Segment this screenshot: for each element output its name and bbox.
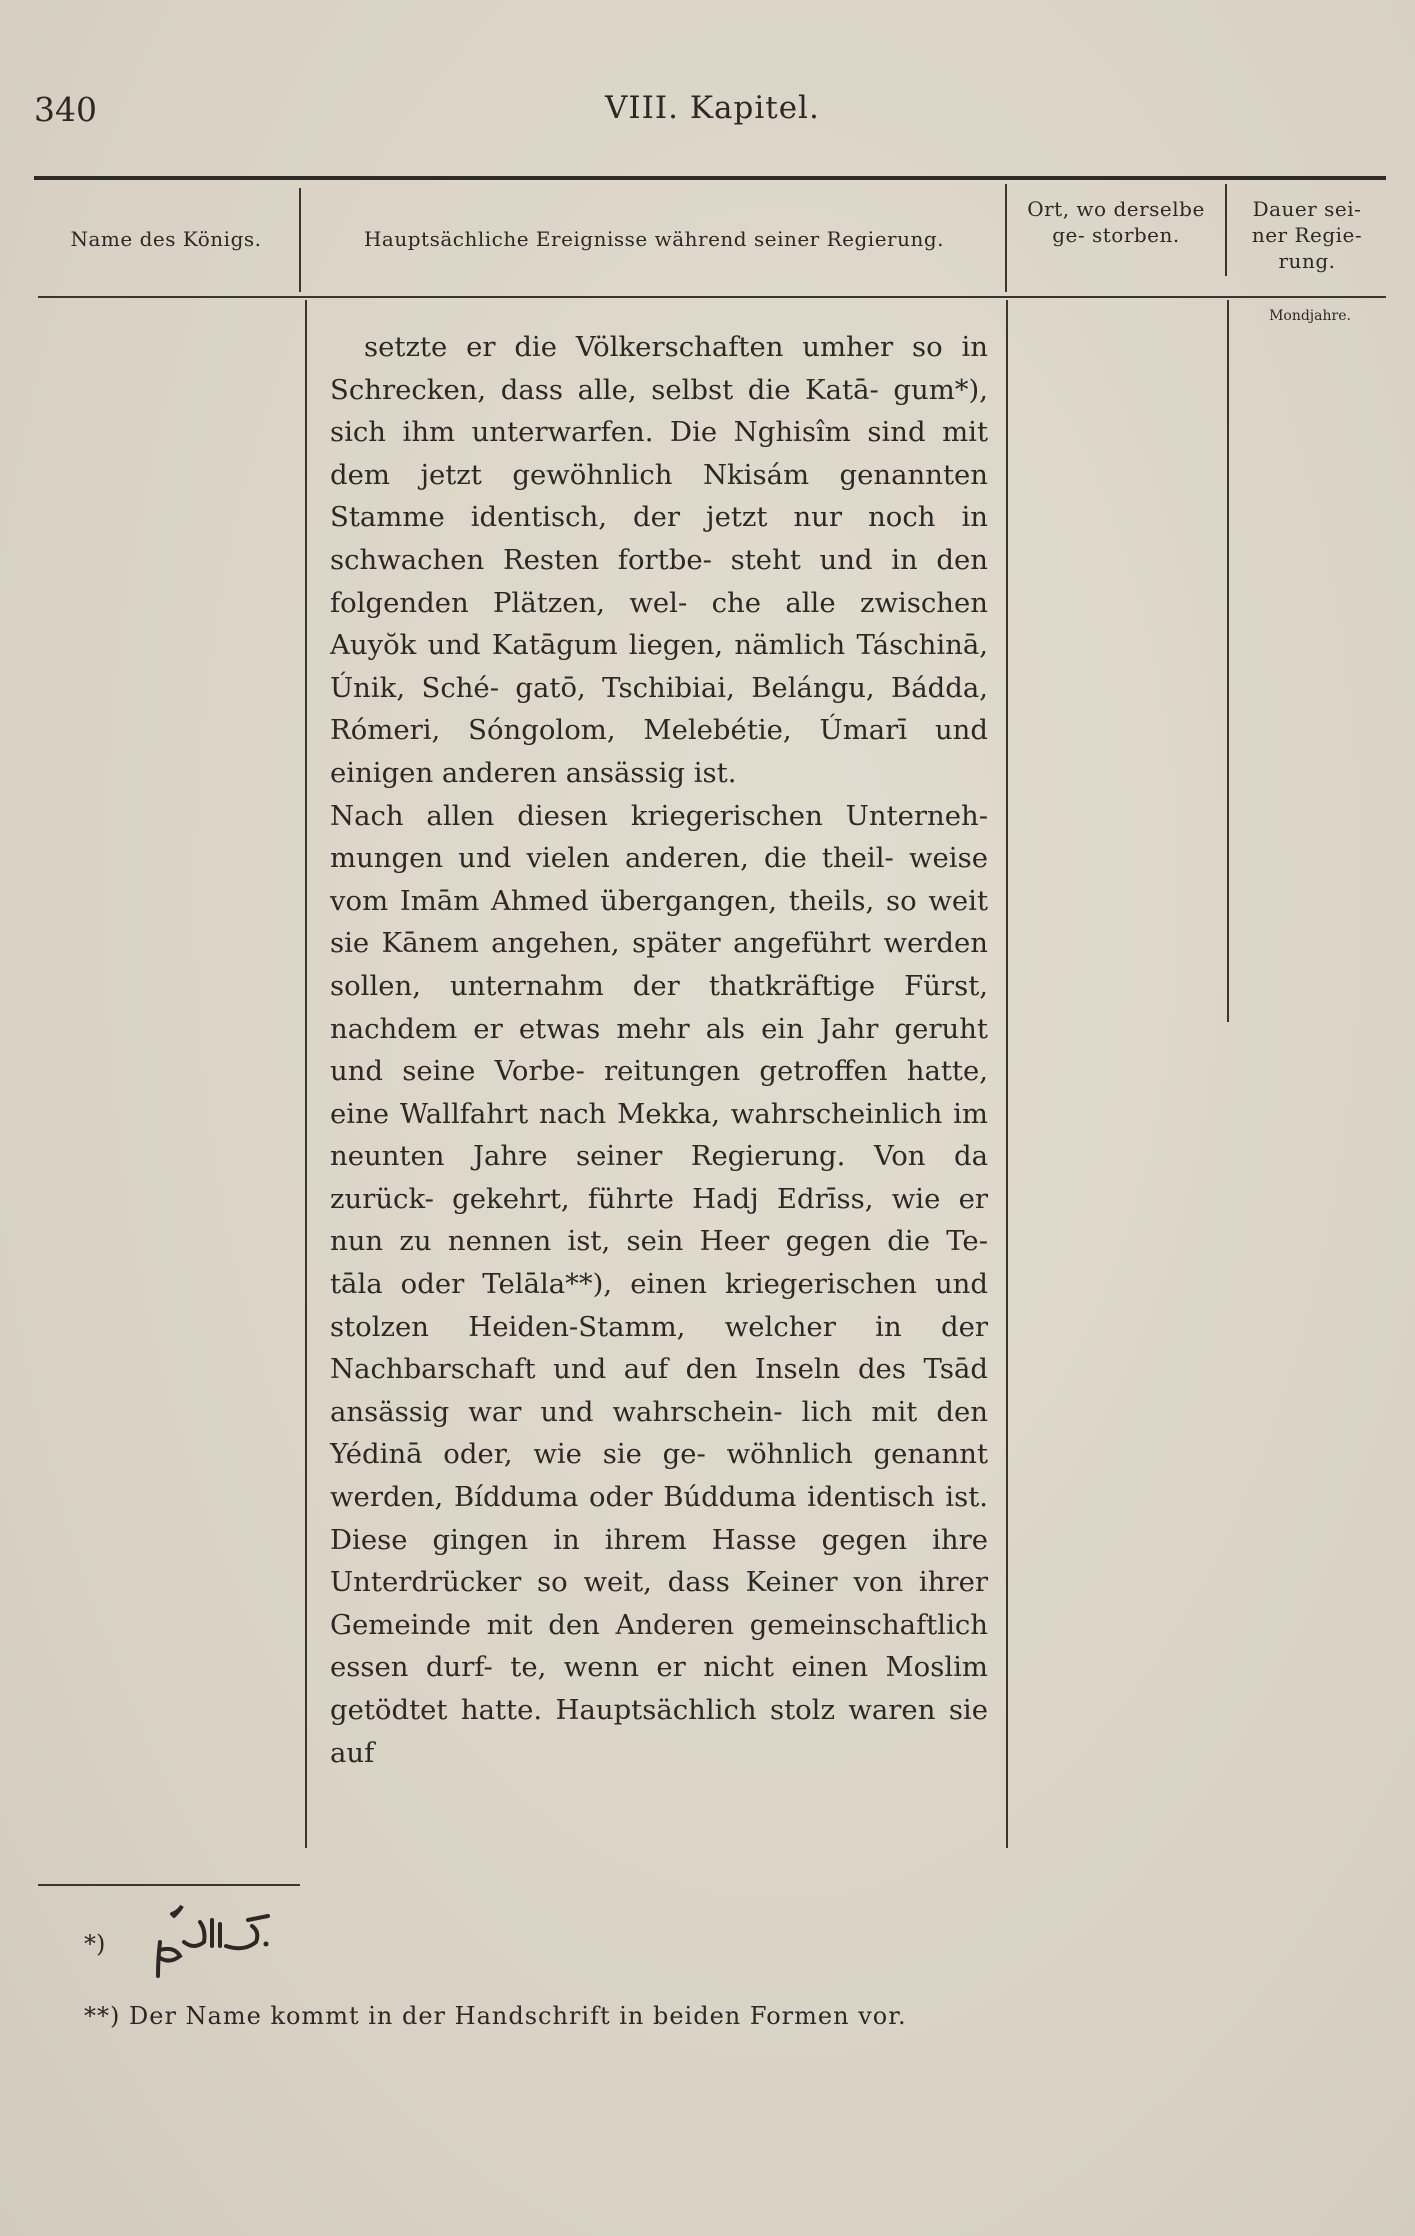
footnote-rule [38,1884,300,1886]
paragraph: Nach allen diesen kriegerischen Unterneh- mungen und vielen anderen, die theil- weise vom Imām Ahmed übergangen, theils, so weit sie Kānem angehen, später angeführt werden sollen, unternahm der thatkräftige Fürst, nachdem er etwas mehr als ein Jahr geruht und seine Vorbe- reitungen getroffen hatte, eine Wallfahrt nach Mekka, wahrscheinlich im neunten Jahre seiner Regierung. Von da zurück- gekehrt, führte Hadj Edrīss, wie er nun zu nennen ist, sein Heer gegen die Te- tāla oder Telāla**), einen kriegerischen und stolzen Heiden-Stamm, welcher in der Nachbarschaft und auf den Inseln des Tsād ansässig war und wahrschein- lich mit den Yédinā oder, wie sie ge- wöhnlich genannt werden, Bídduma oder Búdduma identisch ist. Diese gingen in ihrem Hasse gegen ihre Unterdrücker so weit, dass Keiner von ihrer Gemeinde mit den Anderen gemeinschaftlich essen durf- te, wenn er nicht einen Moslim getödtet hatte. Hauptsächlich stolz waren sie auf [330,799,988,1769]
column-header-duration: Dauer sei- ner Regie- rung. [1251,197,1363,273]
body-divider-2 [1006,300,1008,1848]
arabic-script-footnote [140,1902,290,1992]
body-divider-1 [305,300,307,1848]
page-number: 340 [34,90,97,129]
footnote-1-marker: *) [84,1930,106,1958]
column-header-place: Ort, wo derselbe ge- storben. [1027,197,1205,247]
table-header-rule [38,296,1386,298]
events-column-text [330,326,988,1774]
header-divider-1 [299,188,301,292]
paragraph: setzte er die Völkerschaften umher so in Schrecken, dass alle, selbst die Katā- gum*), sich ihm unterwarfen. Die Nghisîm sind mit dem jetzt gewöhnlich Nkisám genannten Stamme identisch, der jetzt nur noch in schwachen Resten fortbe- steht und in den folgenden Plätzen, wel- che alle zwischen Auyŏk und Katāgum liegen, nämlich Táschinā, Únik, Sché- gatō, Tschibiai, Belángu, Bádda, Rómeri, Sóngolom, Melebétie, Úmarī und einigen anderen ansässig ist. [330,331,988,789]
header-divider-2 [1005,184,1007,292]
duration-unit-label: Mondjahre. [1269,308,1351,324]
column-header-name: Name des Königs. [70,227,262,251]
body-divider-3 [1227,300,1229,1022]
column-header-events: Hauptsächliche Ereignisse während seiner Regierung. [363,227,945,251]
running-head: VIII. Kapitel. [605,90,820,126]
header-divider-3 [1225,184,1227,276]
footnote-2: **) Der Name kommt in der Handschrift in beiden Formen vor. [84,2002,907,2030]
table-top-rule [34,176,1386,180]
